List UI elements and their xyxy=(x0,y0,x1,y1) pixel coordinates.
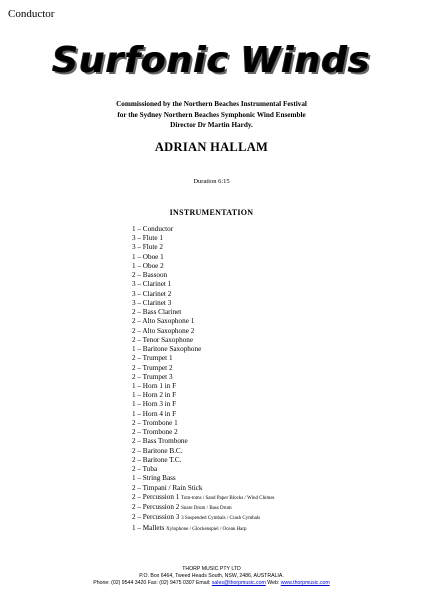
part-label: Conductor xyxy=(8,8,55,20)
instrument-note: 3 Suspended Cymbals / Crash Cymbals xyxy=(181,516,261,522)
instrument-row xyxy=(132,373,275,382)
composer-name: ADRIAN HALLAM xyxy=(154,140,269,154)
instrument-row xyxy=(132,262,275,271)
publisher-contact xyxy=(0,580,423,587)
instrument-name: 1 – Mallets xyxy=(132,523,165,532)
instrument-name: 2 – Trumpet 2 xyxy=(132,363,173,372)
instrument-name: 1 – Horn 2 in F xyxy=(132,391,177,400)
web-link[interactable]: www.thorpmusic.com xyxy=(280,580,330,586)
instrument-note: Tom-toms / Sand Paper Blocks / Wind Chimes xyxy=(181,495,275,501)
instrument-name: 3 – Clarinet 1 xyxy=(132,280,172,289)
instrument-name: 1 – Horn 3 in F xyxy=(132,400,177,409)
duration: Duration 6:15 xyxy=(193,178,230,185)
dedication xyxy=(0,99,423,131)
instrument-row xyxy=(132,484,275,493)
instrument-note: Xylophone / Glockenspiel / Ocean Harp xyxy=(166,526,247,532)
instrument-row xyxy=(132,299,275,308)
instrumentation-heading: INSTRUMENTATION xyxy=(169,208,254,217)
publisher-phone: Phone: (02) 9544 3420 xyxy=(93,580,147,586)
dedication-line: for the Sydney Northern Beaches Symphonic Wind Ensemble xyxy=(117,110,306,119)
instrument-row xyxy=(132,456,275,465)
instrument-name: 2 – Percussion 3 xyxy=(132,513,180,522)
instrument-row xyxy=(132,400,275,409)
instrument-row xyxy=(132,234,275,243)
instrument-row xyxy=(132,419,275,428)
instrument-note: Snare Drum / Bass Drum xyxy=(181,506,232,512)
instrument-row xyxy=(132,308,275,317)
instrument-name: 2 – Trombone 1 xyxy=(132,418,178,427)
instrument-row xyxy=(132,391,275,400)
email-label: Email: xyxy=(195,580,211,586)
instrument-name: 2 – Trumpet 3 xyxy=(132,372,173,381)
instrument-row xyxy=(132,437,275,446)
instrument-name: 2 – Trombone 2 xyxy=(132,428,178,437)
instrument-row xyxy=(132,280,275,289)
publisher-name: THORP MUSIC PTY LTD xyxy=(182,566,241,572)
instrument-name: 1 – Oboe 1 xyxy=(132,252,164,261)
instrument-row xyxy=(132,354,275,363)
instrument-row xyxy=(132,345,275,354)
instrument-name: 2 – Timpani / Rain Stick xyxy=(132,483,203,492)
instrument-row xyxy=(132,465,275,474)
title-first-word: Surfonic xyxy=(52,40,230,81)
instrument-name: 2 – Baritone T.C. xyxy=(132,455,182,464)
instrument-row xyxy=(132,271,275,280)
instrument-name: 1 – Oboe 2 xyxy=(132,261,164,270)
instrument-name: 1 – Conductor xyxy=(132,225,174,233)
instrument-name: 2 – Bass Trombone xyxy=(132,437,188,446)
dedication-line: Commissioned by the Northern Beaches Instrumental Festival xyxy=(116,100,307,108)
instrument-name: 2 – Alto Saxophone 1 xyxy=(132,317,195,326)
instrument-name: 2 – Bass Clarinet xyxy=(132,308,182,317)
dedication-line: Director Dr Martin Hardy. xyxy=(170,121,253,129)
instrument-name: 3 – Clarinet 3 xyxy=(132,298,172,307)
instrument-row xyxy=(132,447,275,456)
instrument-name: 1 – String Bass xyxy=(132,474,176,483)
instrument-row xyxy=(132,410,275,419)
page-title xyxy=(0,40,423,81)
instrument-row xyxy=(132,382,275,391)
instrument-name: 1 – Baritone Saxophone xyxy=(132,345,202,354)
instrument-name: 2 – Trumpet 1 xyxy=(132,354,173,363)
instrument-name: 1 – Horn 1 in F xyxy=(132,381,177,390)
instrument-row xyxy=(132,493,275,503)
instrument-name: 2 – Tuba xyxy=(132,465,158,474)
email-link[interactable]: sales@thorpmusic.com xyxy=(211,580,266,586)
instrument-row xyxy=(132,364,275,373)
instrument-row xyxy=(132,327,275,336)
publisher-fax: Fax: (02) 9475 0307 xyxy=(147,580,195,586)
instrument-row xyxy=(132,336,275,345)
web-label: Web: xyxy=(267,580,280,586)
instrument-row xyxy=(132,317,275,326)
publisher-address: P.O. Box 6464, Tweed Heads South, NSW, 2486, AUSTRALIA. xyxy=(139,573,284,579)
instrument-name: 2 – Percussion 2 xyxy=(132,503,180,512)
instrument-row xyxy=(132,428,275,437)
publisher-footer xyxy=(0,566,423,587)
instrument-name: 2 – Bassoon xyxy=(132,271,168,280)
instrument-name: 3 – Flute 2 xyxy=(132,243,163,252)
instrument-row xyxy=(132,225,275,234)
instrument-name: 3 – Flute 1 xyxy=(132,234,163,243)
instrument-name: 2 – Tenor Saxophone xyxy=(132,335,194,344)
instrument-row xyxy=(132,474,275,483)
instrument-name: 1 – Horn 4 in F xyxy=(132,409,177,418)
instrument-name: 2 – Alto Saxophone 2 xyxy=(132,326,195,335)
instrumentation-list xyxy=(132,225,275,534)
instrument-row xyxy=(132,290,275,299)
instrument-row xyxy=(132,524,275,534)
instrument-name: 2 – Baritone B.C. xyxy=(132,446,183,455)
title-second-word: Winds xyxy=(240,40,371,81)
instrument-row xyxy=(132,243,275,252)
instrument-row xyxy=(132,513,275,523)
instrument-name: 3 – Clarinet 2 xyxy=(132,289,172,298)
instrument-row xyxy=(132,503,275,513)
instrument-row xyxy=(132,253,275,262)
instrument-name: 2 – Percussion 1 xyxy=(132,492,180,501)
